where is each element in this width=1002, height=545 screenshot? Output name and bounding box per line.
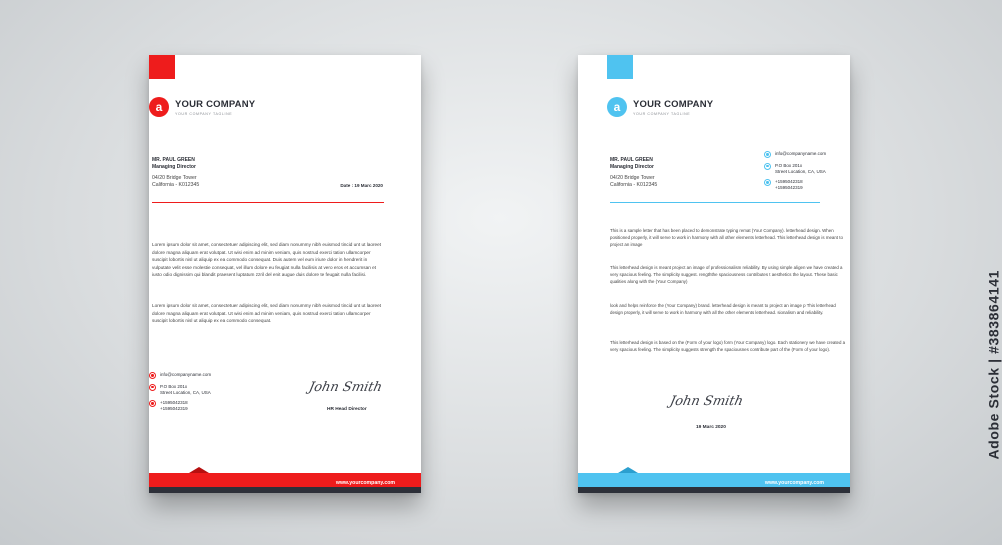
signature-title: HR Head Director <box>327 407 367 412</box>
company-logo <box>149 97 255 117</box>
recipient-address-line2: California - K012345 <box>152 181 200 188</box>
letterhead-blue <box>578 55 850 493</box>
recipient-title: Managing Director <box>152 163 196 170</box>
body-paragraph: This is a sample letter that has been placed to demonstrate typing remat (Your Company). letterhead design. When positioned properly, it will serve to work in harmony with all other elements letterhead. This letterhead design is meant to project an image <box>610 228 843 248</box>
footer-website: www.yourcompany.com <box>207 473 421 493</box>
footer-dark-strip <box>578 487 850 493</box>
recipient-address-line2: California - K012345 <box>610 181 658 188</box>
divider-line <box>152 202 384 203</box>
signature-date: 19 Marc 2020 <box>696 425 726 430</box>
company-name: YOUR COMPANY <box>633 98 714 110</box>
body-paragraph: Lorem ipsum dolor sit amet, consectetuer adipiscing elit, sed diam nonummy nibh euismod tincid unt ut laoreet dolore magna aliquam erat volutpat. Ut wisi enim ad minim veniam, quis nostrud exerci tation ullamcorper suscipit lobortis nisl ut aliquip ex ea commodo consequat. <box>152 303 382 324</box>
company-logo <box>607 97 713 117</box>
footer-website: www.yourcompany.com <box>636 473 850 493</box>
signature: John Smith <box>307 380 384 395</box>
recipient-address-line1: 04/20 Bridge Tower <box>152 174 197 181</box>
recipient-title: Managing Director <box>610 163 654 170</box>
contact-address-line2: Street Location, CA, USA <box>160 389 211 395</box>
header-accent-tab <box>607 55 633 79</box>
contact-block <box>764 151 826 196</box>
footer-dark-strip <box>149 487 421 493</box>
contact-email: info@companyname.com <box>775 151 827 156</box>
contact-address-line2: Street Location, CA, USA <box>775 168 826 174</box>
contact-block <box>149 372 211 417</box>
contact-address-line1: P.O Box 201x <box>775 162 803 168</box>
company-name: YOUR COMPANY <box>175 98 256 110</box>
contact-phone1: +1595042318 <box>775 179 803 185</box>
company-tagline: YOUR COMPANY TAGLINE <box>633 111 691 116</box>
letter-date: Date : 19 Marc 2020 <box>340 183 383 188</box>
signature: John Smith <box>668 394 745 409</box>
divider-line <box>610 202 820 203</box>
recipient-address-line1: 04/20 Bridge Tower <box>610 174 655 181</box>
contact-phone2: +1595042319 <box>775 185 803 191</box>
company-tagline: YOUR COMPANY TAGLINE <box>175 111 233 116</box>
recipient-block <box>610 157 657 189</box>
recipient-name: MR. PAUL GREEN <box>610 157 653 163</box>
header-accent-tab <box>149 55 175 79</box>
contact-email: info@companyname.com <box>160 372 212 377</box>
contact-address-line1: P.O Box 201x <box>160 383 188 389</box>
phone-icon <box>149 400 156 407</box>
body-paragraph: look and helps reinforce the (Your Company) brand. letterhead design is meant to project an image p This letterhead design properly, it will serve to work in harmony with all the other elements letterhead. sionalism and reliability. <box>610 303 836 316</box>
location-icon <box>149 384 156 391</box>
body-paragraph: Lorem ipsum dolor sit amet, consectetuer adipiscing elit, sed diam nonummy nibh euismod tincid unt ut laoreet dolore magna aliquam erat volutpat. Ut wisi enim ad minim veniam, quis nostrud exerci tation ullamcorper suscipit lobortis nisl ut aliquip ex ea commodo consequat. Duis autem vel eum iriure dolor in hendrerit in vulputate velit esse molestie consequat, vel illum dolore eu feugiat nulla facilisis at vero eros et accumsan et iusto odio dignissim qui blandit praesent luptatum zzril del enit augue duis dolore te feugait nulla facilisi. <box>152 242 382 278</box>
email-icon <box>764 151 771 158</box>
body-paragraph: This letterhead design is meant project an image of professionalism reliability. By using simple aligen we have created a very spacious feeling. The simplicity suggest. rengththe spaciousness contributes t aesthetics the layout. These basic qualities along with the (Your Company) <box>610 265 843 285</box>
logo-icon: a <box>149 97 169 117</box>
location-icon <box>764 163 771 170</box>
recipient-name: MR. PAUL GREEN <box>152 157 195 163</box>
stock-watermark-id: Adobe Stock | #383864141 <box>986 270 1002 460</box>
body-paragraph: This letterhead design is based on the (Form of your logo) form (Your Company) logo. Each stationery we have created a very spacious feeling. The simplicity suggests strength the spaciousnes contribute part of the (Form of your logo). <box>610 340 846 353</box>
contact-phone2: +1595042319 <box>160 406 188 412</box>
recipient-block <box>152 157 199 189</box>
logo-icon: a <box>607 97 627 117</box>
email-icon <box>149 372 156 379</box>
phone-icon <box>764 179 771 186</box>
letterhead-red <box>149 55 421 493</box>
contact-phone1: +1595042318 <box>160 400 188 406</box>
